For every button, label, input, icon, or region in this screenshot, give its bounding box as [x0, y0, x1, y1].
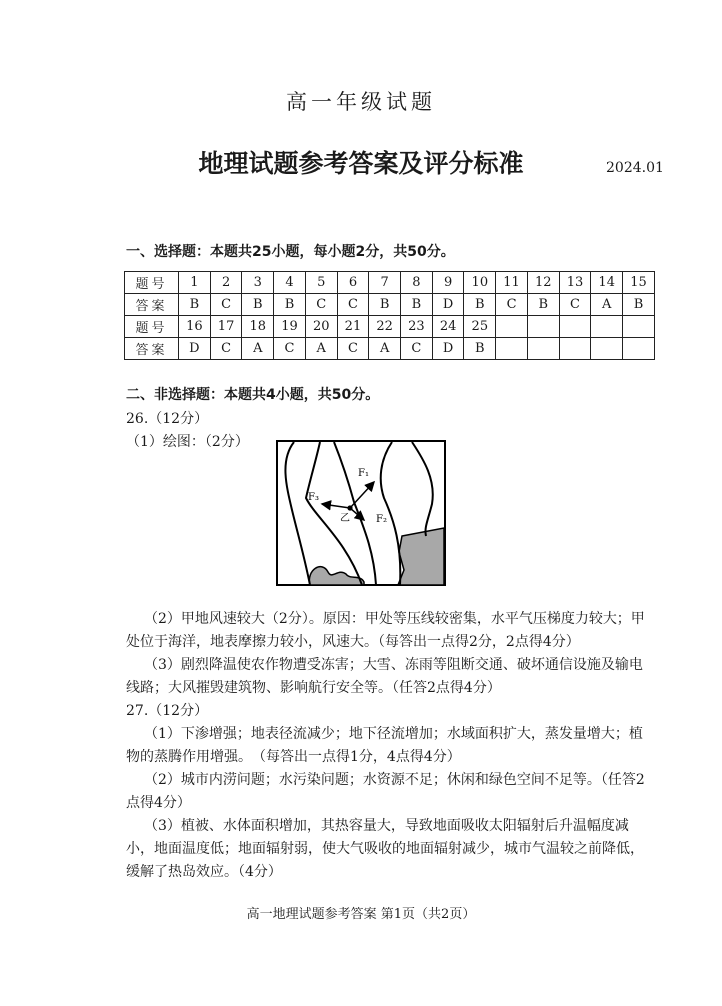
table-cell: D	[432, 338, 464, 360]
table-cell: D	[179, 338, 211, 360]
question-26-part3: （3）剧烈降温使农作物遭受冻害；大雪、冻雨等阻断交通、破坏通信设施及输电线路；大风摧毁建筑物、影响航行安全等。（任答2点得4分）	[126, 657, 643, 696]
table-cell	[623, 316, 655, 338]
table-cell: B	[623, 294, 655, 316]
table-cell: C	[496, 294, 528, 316]
table-cell: 2	[210, 272, 242, 294]
table-cell	[527, 316, 559, 338]
table-cell: 7	[369, 272, 401, 294]
table-cell: 6	[337, 272, 369, 294]
exam-grade-heading: 高一年级试题	[286, 90, 436, 114]
document-date: 2024.01	[606, 160, 664, 176]
question-number-label: 题号	[125, 272, 179, 294]
table-cell: B	[242, 294, 274, 316]
table-cell	[496, 316, 528, 338]
table-cell: B	[527, 294, 559, 316]
answer-label: 答案	[125, 338, 179, 360]
table-cell: C	[210, 294, 242, 316]
table-cell: 25	[464, 316, 496, 338]
table-cell: C	[337, 338, 369, 360]
table-cell: 5	[305, 272, 337, 294]
table-cell: C	[305, 294, 337, 316]
label-point-yi: 乙	[340, 513, 350, 524]
table-cell: B	[274, 294, 306, 316]
table-cell	[559, 338, 591, 360]
document-title: 地理试题参考答案及评分标准	[198, 149, 524, 178]
table-cell: 19	[274, 316, 306, 338]
table-cell: 12	[527, 272, 559, 294]
question-26-part2: （2）甲地风速较大（2分）。原因：甲处等压线较密集，水平气压梯度力较大；甲处位于海洋，地表摩擦力较小，风速大。（每答出一点得2分，2点得4分）	[126, 611, 645, 650]
answer-table	[124, 271, 655, 360]
table-cell: 9	[432, 272, 464, 294]
table-cell	[591, 316, 623, 338]
table-cell: 3	[242, 272, 274, 294]
table-cell: B	[464, 338, 496, 360]
table-row	[125, 316, 655, 338]
section1-heading: 一、选择题：本题共25小题，每小题2分，共50分。	[126, 244, 455, 260]
table-cell	[623, 338, 655, 360]
point-yi-marker	[347, 505, 352, 510]
table-cell: 21	[337, 316, 369, 338]
table-cell: D	[432, 294, 464, 316]
table-cell: 8	[401, 272, 433, 294]
table-cell: C	[274, 338, 306, 360]
table-cell: 22	[369, 316, 401, 338]
question-27-part3: （3）植被、水体面积增加，其热容量大，导致地面吸收太阳辐射后升温幅度减小，地面温度低；地面辐射弱，使大气吸收的地面辐射减少，城市气温较之前降低，缓解了热岛效应。（4分）	[126, 818, 644, 880]
table-row	[125, 294, 655, 316]
table-cell: 13	[559, 272, 591, 294]
question-26-heading: 26.（12分）	[126, 411, 209, 427]
table-cell: 23	[401, 316, 433, 338]
question-number-label: 题号	[125, 316, 179, 338]
question-27-heading: 27.（12分）	[126, 703, 209, 719]
question-27-part1: （1）下渗增强；地表径流减少；地下径流增加；水域面积扩大，蒸发量增大；植物的蒸腾作用增强。 （每答出一点得1分，4点得4分）	[126, 726, 643, 765]
label-f2: F₂	[376, 514, 387, 525]
table-cell	[527, 338, 559, 360]
table-cell: A	[591, 294, 623, 316]
answer-label: 答案	[125, 294, 179, 316]
table-cell: 16	[179, 316, 211, 338]
label-f3: F₃	[308, 492, 319, 503]
page-footer: 高一地理试题参考答案 第1页（共2页）	[246, 907, 476, 922]
table-cell: 10	[464, 272, 496, 294]
table-cell	[559, 316, 591, 338]
table-cell: B	[369, 294, 401, 316]
table-cell	[591, 338, 623, 360]
table-cell: 18	[242, 316, 274, 338]
table-cell: 15	[623, 272, 655, 294]
table-cell: C	[210, 338, 242, 360]
table-cell	[496, 338, 528, 360]
table-cell: C	[337, 294, 369, 316]
table-cell: B	[401, 294, 433, 316]
table-cell: 4	[274, 272, 306, 294]
question-27-part2: （2）城市内涝问题；水污染问题；水资源不足；休闲和绿色空间不足等。（任答2点得4分）	[126, 772, 645, 811]
section2-heading: 二、非选择题：本题共4小题，共50分。	[126, 387, 380, 403]
table-row	[125, 338, 655, 360]
table-cell: A	[242, 338, 274, 360]
table-cell: 1	[179, 272, 211, 294]
table-cell: C	[559, 294, 591, 316]
land-shading	[398, 528, 444, 585]
table-cell: 11	[496, 272, 528, 294]
table-cell: A	[369, 338, 401, 360]
question-26-part1: （1）绘图：（2分）	[126, 434, 249, 450]
table-cell: 20	[305, 316, 337, 338]
table-cell: C	[401, 338, 433, 360]
label-f1: F₁	[358, 468, 369, 479]
table-cell: 24	[432, 316, 464, 338]
table-cell: 17	[210, 316, 242, 338]
table-cell: 14	[591, 272, 623, 294]
table-cell: B	[179, 294, 211, 316]
table-row	[125, 272, 655, 294]
table-cell: A	[305, 338, 337, 360]
table-cell: B	[464, 294, 496, 316]
isobar-figure	[276, 440, 446, 586]
